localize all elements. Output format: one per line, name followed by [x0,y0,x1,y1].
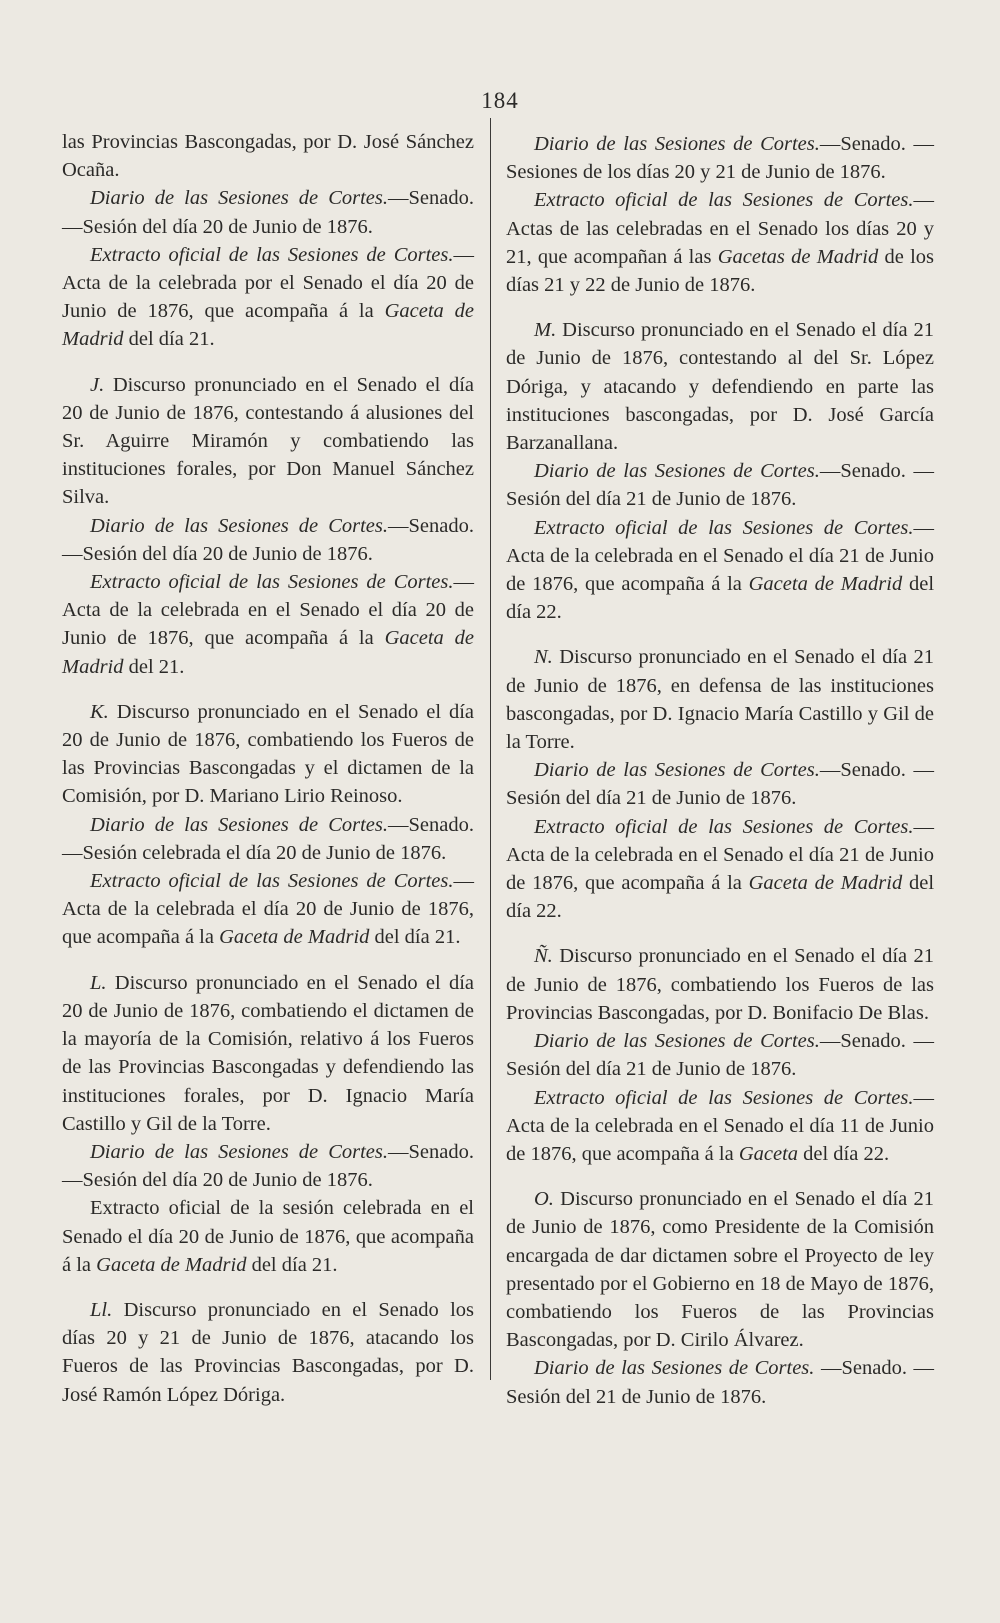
italic-title: Gaceta de Madrid [748,872,903,895]
entry-source [506,514,934,627]
text-run: — Acta de la celebrada en el Senado el día 20 de Junio de 1876, que acompaña á la [62,571,474,650]
text-run: del día 21. [123,328,215,351]
text-run: Discurso pronunciado en el Senado el día 20 de Junio de 1876, contestando á alusiones del Sr. Aguirre Miramón y combatiendo las instituciones forales, por Don Manuel Sánchez Silva. [62,373,475,509]
italic-title: Extracto oficial de las Sesiones de Cortes. [534,1086,914,1109]
entry-letter: J. [90,373,105,396]
entry-source [62,867,474,952]
text-run: del día 22. [506,573,935,624]
entry-text [62,128,474,184]
entry-text [62,1296,474,1409]
entry-1 [506,316,934,626]
entry-source [62,1194,474,1279]
entry-source [62,512,474,568]
column-divider [490,118,491,1380]
text-run: —Senado. —Sesión celebrada el día 20 de Junio de 1876. [62,813,474,864]
entry-continuation [62,128,474,354]
entry-source [62,811,474,867]
text-run: —Senado. —Sesión del día 20 de Junio de 1876. [62,514,474,565]
entry-3 [506,942,934,1168]
italic-title: Extracto oficial de las Sesiones de Cortes. [90,870,454,893]
text-run: Discurso pronunciado en el Senado el día 21 de Junio de 1876, contestando al del Sr. López Dóriga, y atacando y defendiendo en parte las instituciones bascongadas, por D. José García Barzanallana. [506,319,934,455]
entry-letter: L. [90,971,107,994]
italic-title: Gaceta de Madrid [219,926,370,949]
italic-title: Gacetas de Madrid [717,245,879,268]
entry-text [62,698,474,811]
entry-letter: O. [534,1188,554,1211]
entry-continuation [506,130,934,299]
text-run: Discurso pronunciado en el Senado el día 21 de Junio de 1876, en defensa de las instituciones bascongadas, por D. Ignacio María Castillo y Gil de la Torre. [506,646,934,754]
italic-title: Diario de las Sesiones de Cortes. [90,1140,389,1163]
entry-source [506,186,934,299]
text-run: —Senado. —Sesiones de los días 20 y 21 de Junio de 1876. [506,133,934,184]
text-run: —Senado. —Sesión del día 20 de Junio de 1876. [62,1140,474,1192]
entry-source [62,184,474,240]
entry-text [506,643,934,756]
entry-source [506,756,934,812]
left-column [62,128,474,1426]
text-run: Discurso pronunciado en el Senado el día 20 de Junio de 1876, combatiendo los Fueros de las Provincias Bascongadas y el dictamen de la Comisión, por D. Mariano Lirio Reinoso. [62,700,475,808]
italic-title: Diario de las Sesiones de Cortes. [534,759,820,782]
italic-title: Diario de las Sesiones de Cortes. [534,1030,820,1053]
entry-source [62,241,474,354]
text-run: Discurso pronunciado en el Senado el día 21 de Junio de 1876, como Presidente de la Comisión encargada de dar dictamen sobre el Proyecto de ley presentado por el Gobierno en 18 de Mayo de 1876, combatiendo los Fueros de las Provincias Bascongadas, por D. Cirilo Álvarez. [506,1188,934,1352]
text-run: — Actas de las celebradas en el Senado los días 20 y 21, que acompañan á las [506,189,934,268]
text-run: — Acta de la celebrada por el Senado el día 20 de Junio de 1876, que acompaña á la [62,243,474,323]
italic-title: Diario de las Sesiones de Cortes. [90,813,389,836]
text-run: — Acta de la celebrada el día 20 de Junio de 1876, que acompaña á la [62,870,474,949]
entry-4 [506,1185,934,1411]
entry-source [506,1084,934,1169]
italic-title: Extracto oficial de las Sesiones de Cortes. [534,189,914,212]
italic-title: Diario de las Sesiones de Cortes. [534,460,820,483]
entry-2 [506,643,934,925]
entry-source [62,1138,474,1194]
italic-title: Gaceta de Madrid [62,627,474,678]
text-run: las Provincias Bascongadas, por D. José Sánchez Ocaña. [62,131,474,182]
entry-3 [62,969,474,1279]
entry-letter: M. [534,319,557,342]
italic-title: Extracto oficial de las Sesiones de Cortes. [90,571,454,594]
entry-text [506,1185,934,1354]
italic-title: Gaceta [738,1142,799,1165]
text-run: Discurso pronunciado en el Senado el día 21 de Junio de 1876, combatiendo los Fueros de las Provincias Bascongadas, por D. Bonifacio De Blas. [506,945,934,1024]
page-number: 184 [481,88,519,113]
entry-source [506,457,934,513]
italic-title: Extracto oficial de las Sesiones de Cortes. [90,243,454,266]
text-run: Discurso pronunciado en el Senado el día 20 de Junio de 1876, combatiendo el dictamen de la mayoría de la Comisión, relativo á los Fueros de las Provincias Bascongadas y defendiendo las instituciones forales, por D. Ignacio María Castillo y Gil de la Torre. [62,971,475,1135]
italic-title: Diario de las Sesiones de Cortes. [534,1357,815,1380]
text-run: de los días 21 y 22 de Junio de 1876. [506,245,934,297]
entry-letter: N. [534,646,553,669]
right-column [506,130,934,1428]
entry-letter: Ñ. [534,945,553,968]
italic-title: Extracto oficial de las Sesiones de Cortes. [534,815,914,838]
text-run: — Acta de la celebrada en el Senado el día 21 de Junio de 1876, que acompaña á la [506,815,934,895]
italic-title: Gaceta de Madrid [62,300,474,351]
text-run: Discurso pronunciado en el Senado los días 20 y 21 de Junio de 1876, atacando los Fueros de las Provincias Bascongadas, por D. José Ramón López Dóriga. [62,1298,474,1406]
entry-source [506,1354,934,1410]
entry-source [506,813,934,926]
italic-title: Extracto oficial de las Sesiones de Cortes. [534,516,914,539]
text-run: — Acta de la celebrada en el Senado el día 11 de Junio de 1876, que acompaña á la [506,1086,934,1165]
text-run: —Senado. —Sesión del día 21 de Junio de 1876. [506,759,934,810]
text-run: —Senado. —Sesión del 21 de Junio de 1876. [506,1357,934,1408]
text-run: — Acta de la celebrada en el Senado el día 21 de Junio de 1876, que acompaña á la [506,516,934,596]
text-run: del día 21. [246,1253,338,1276]
text-run: Extracto oficial de la sesión celebrada en el Senado el día 20 de Junio de 1876, que acompaña á la [62,1197,474,1276]
text-run: del día 21. [369,926,461,949]
entry-source [506,1027,934,1083]
text-run: —Senado. —Sesión del día 21 de Junio de 1876. [506,1030,934,1081]
entry-1 [62,371,474,681]
entry-letter: Ll. [90,1298,113,1321]
italic-title: Diario de las Sesiones de Cortes. [90,514,389,537]
italic-title: Gaceta de Madrid [96,1253,247,1276]
text-run: —Senado. —Sesión del día 21 de Junio de 1876. [506,460,934,511]
entry-text [506,316,934,457]
text-run: —Senado. —Sesión del día 20 de Junio de 1876. [62,187,474,238]
entry-text [62,969,474,1138]
italic-title: Gaceta de Madrid [748,573,903,596]
entry-source [62,568,474,681]
entry-letter: K. [90,700,109,723]
entry-text [506,942,934,1027]
text-run: del día 22. [798,1142,890,1165]
text-run: del 21. [123,655,185,678]
text-run: del día 22. [506,872,935,923]
italic-title: Diario de las Sesiones de Cortes. [534,133,820,155]
entry-4 [62,1296,474,1409]
entry-text [506,130,934,186]
entry-2 [62,698,474,952]
italic-title: Diario de las Sesiones de Cortes. [90,187,389,210]
entry-text [62,371,474,512]
